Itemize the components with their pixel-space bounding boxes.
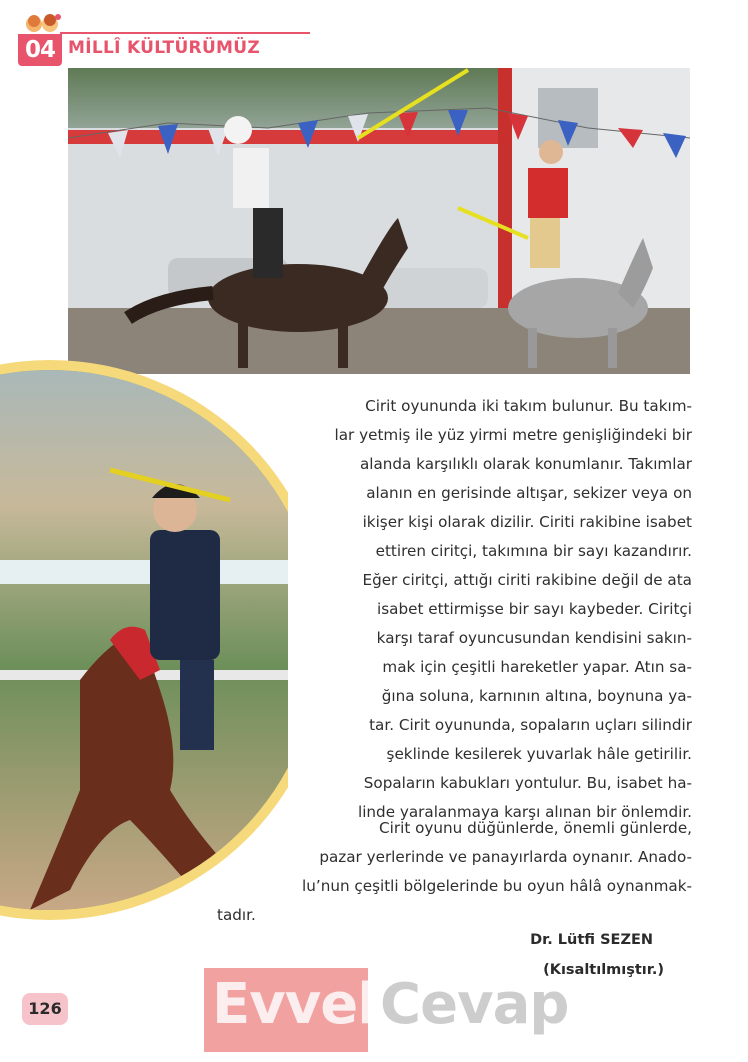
paragraph-1-line: mak için çeşitli hareketler yapar. Atın sa-: [382, 658, 692, 676]
paragraph-2-line: tadır.: [217, 906, 256, 924]
logo-word-cevap: Cevap: [380, 972, 569, 1037]
paragraph-1-line: alanın en gerisinde altışar, sekizer veya on: [366, 484, 692, 502]
paragraph-1-line: isabet ettirmişse bir sayı kaybeder. Ciritçi: [377, 600, 692, 618]
paragraph-1-line: ettiren ciritçi, takımına bir sayı kazandırır.: [375, 542, 692, 560]
paragraph-2: [205, 814, 692, 930]
paragraph-1-line: Eğer ciritçi, attığı ciriti rakibine değil de ata: [362, 571, 692, 589]
paragraph-1-line: lar yetmiş ile yüz yirmi metre genişliğindeki bir: [334, 426, 692, 444]
paragraph-1-line: tar. Cirit oyununda, sopaların uçları silindir: [369, 716, 692, 734]
author-name: Dr. Lütfi SEZEN: [530, 932, 653, 948]
paragraph-1-line: ikişer kişi olarak dizilir. Ciriti rakibine isabet: [362, 513, 692, 531]
paragraph-2-line: pazar yerlerinde ve panayırlarda oynanır. Anado-: [319, 848, 692, 866]
paragraph-1-line: ğına soluna, karnının altına, boynuna ya-: [381, 687, 692, 705]
page-number: 126: [22, 993, 68, 1025]
paragraph-1: [262, 392, 692, 827]
header-rule: [60, 32, 310, 34]
logo-word-evvel: Evvel: [212, 972, 376, 1037]
unit-title: MİLLÎ KÜLTÜRÜMÜZ: [68, 38, 260, 58]
unit-number-badge: 04: [18, 34, 62, 66]
paragraph-1-line: Sopaların kabukları yontulur. Bu, isabet ha-: [363, 774, 692, 792]
paragraph-1-line: karşı taraf oyuncusundan kendisini sakın-: [376, 629, 692, 647]
paragraph-2-line: lu’nun çeşitli bölgelerinde bu oyun hâlâ oynanmak-: [302, 877, 692, 895]
paragraph-1-line: linde yaralanmaya karşı alınan bir önlemdir.: [357, 803, 692, 821]
children-mascot-icon: [22, 12, 64, 32]
paragraph-1-line: şeklinde kesilerek yuvarlak hâle getirilir.: [386, 745, 692, 763]
abridged-note: (Kısaltılmıştır.): [543, 962, 664, 978]
cirit-riders-photo: [68, 68, 690, 374]
paragraph-1-line: Cirit oyununda iki takım bulunur. Bu takım-: [365, 397, 692, 415]
paragraph-2-line: Cirit oyunu düğünlerde, önemli günlerde,: [379, 819, 692, 837]
paragraph-1-line: alanda karşılıklı olarak konumlanır. Takımlar: [359, 455, 692, 473]
